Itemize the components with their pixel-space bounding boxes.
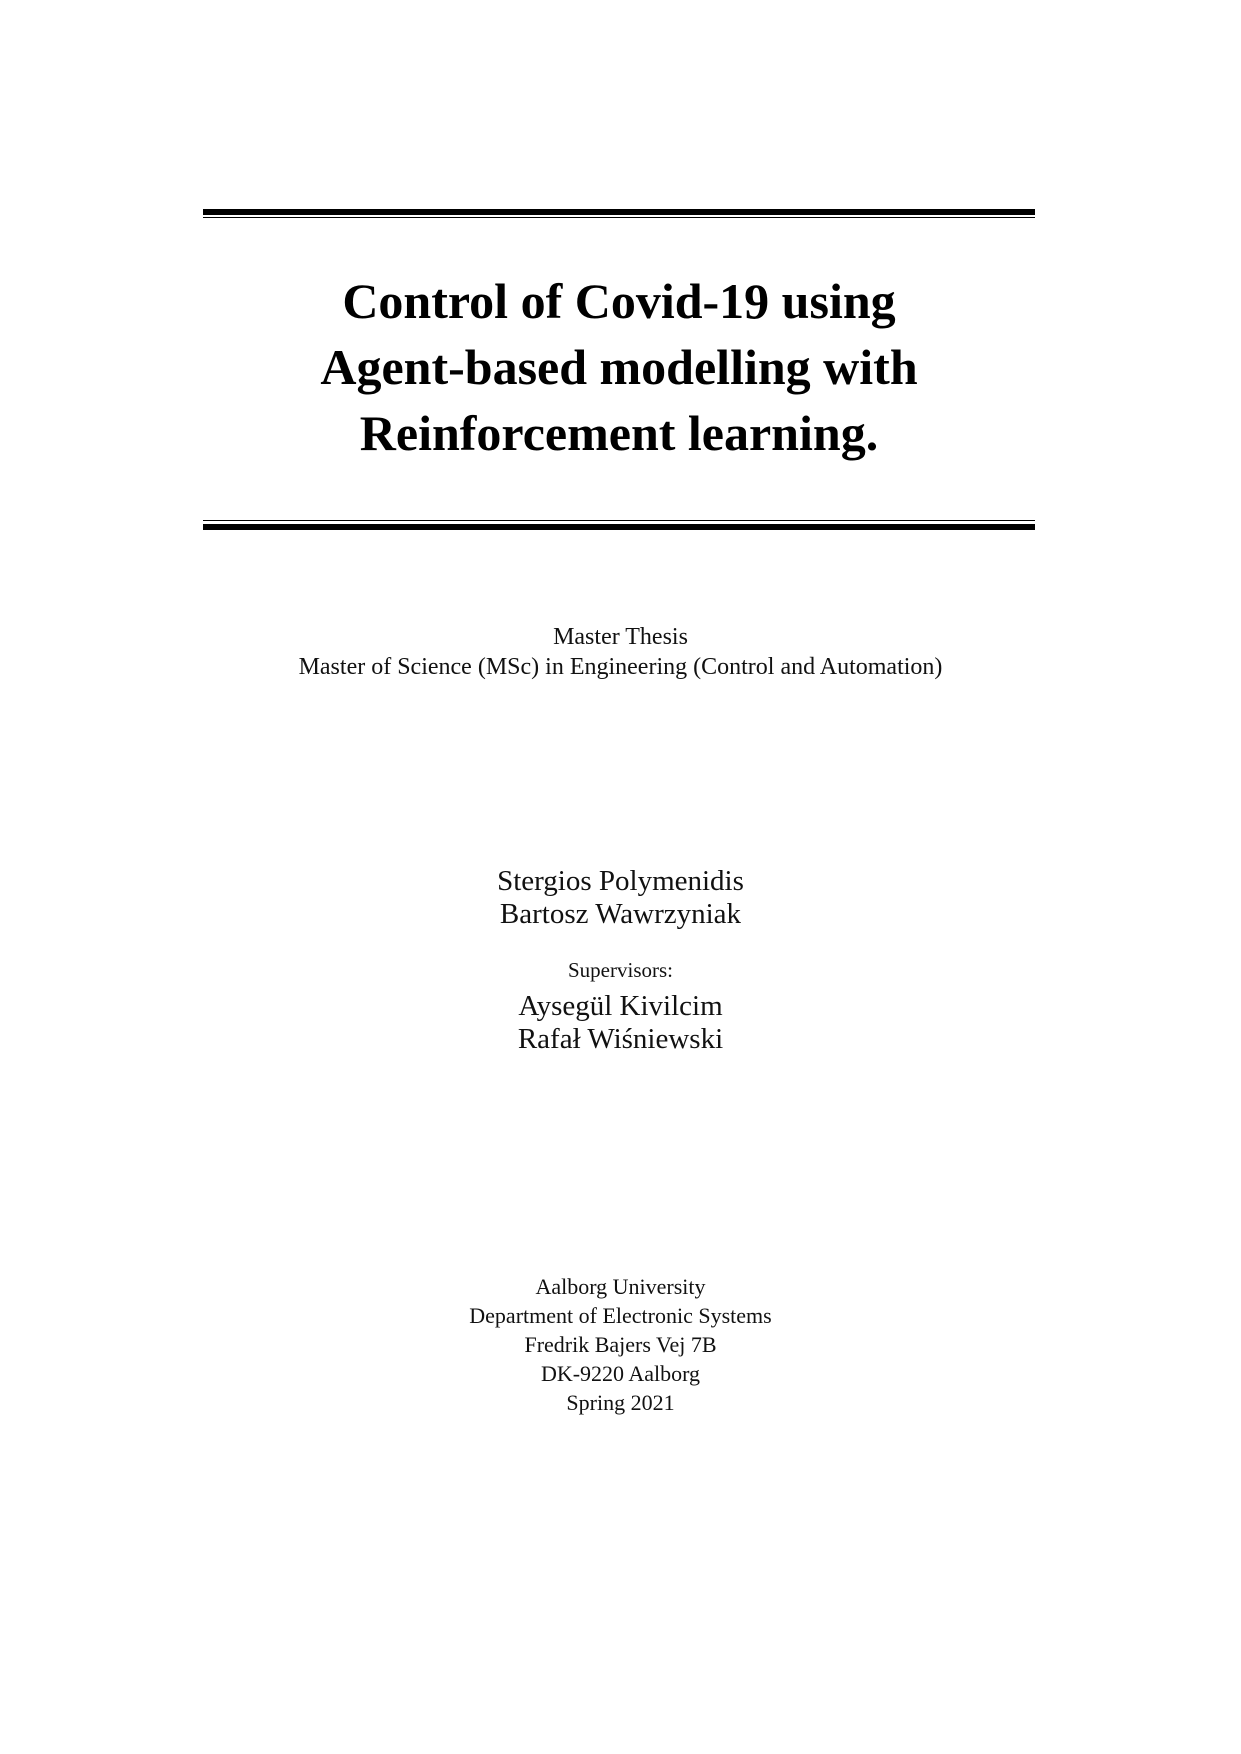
top-rule-thick (203, 209, 1035, 215)
bottom-rule-thin (203, 520, 1035, 521)
university-name: Aalborg University (535, 1274, 706, 1299)
thesis-type: Master Thesis (553, 624, 688, 650)
institution-block (0, 1272, 1241, 1417)
street-address: Fredrik Bajers Vej 7B (524, 1332, 717, 1357)
city-postcode: DK-9220 Aalborg (540, 1361, 701, 1386)
author-name: Bartosz Wawrzyniak (499, 898, 742, 930)
thesis-title (203, 268, 1035, 466)
degree-programme: Master of Science (MSc) in Engineering (Control and Automation) (298, 654, 943, 680)
title-line: Reinforcement learning. (359, 405, 879, 461)
title-line: Agent-based modelling with (320, 339, 918, 395)
author-name: Stergios Polymenidis (497, 865, 744, 897)
authors-block (0, 865, 1241, 931)
title-line: Control of Covid-19 using (342, 273, 896, 329)
bottom-rule-thick (203, 524, 1035, 530)
supervisor-name: Aysegül Kivilcim (518, 990, 723, 1022)
supervisors-block (0, 990, 1241, 1056)
term-year: Spring 2021 (566, 1390, 675, 1415)
supervisors-label: Supervisors: (568, 958, 673, 982)
degree-block (0, 622, 1241, 682)
top-rule-thin (203, 217, 1035, 218)
supervisor-name: Rafał Wiśniewski (517, 1023, 724, 1055)
department-name: Department of Electronic Systems (469, 1303, 772, 1328)
